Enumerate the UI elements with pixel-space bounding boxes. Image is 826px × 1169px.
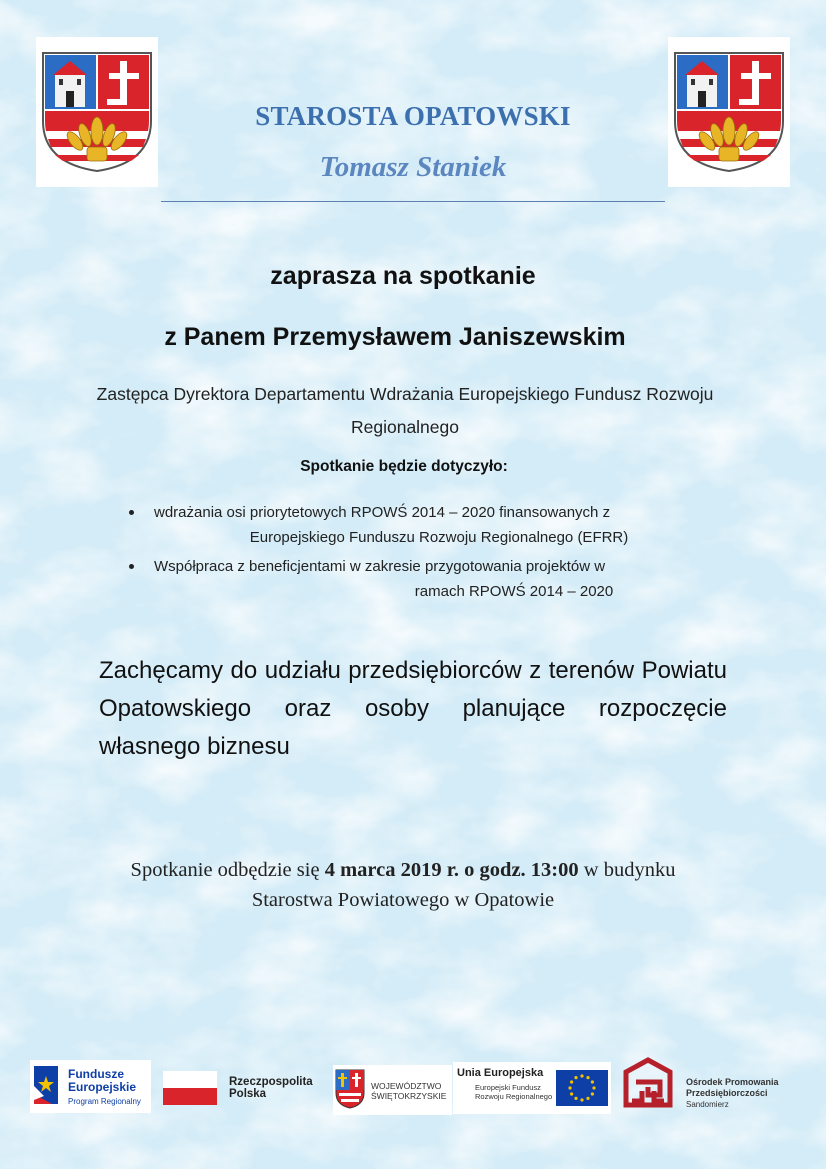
eu-flag-icon bbox=[556, 1070, 608, 1106]
invitation-line: zaprasza na spotkanie bbox=[270, 262, 536, 290]
rp-line2: Polska bbox=[229, 1088, 267, 1100]
rp-line1: Rzeczpospolita bbox=[229, 1076, 313, 1088]
crest-right bbox=[668, 37, 790, 187]
sw-line1: WOJEWÓDZTWO bbox=[371, 1081, 442, 1091]
voivodeship-crest-icon bbox=[335, 1069, 365, 1109]
guest-name: z Panem Przemysławem Janiszewskim bbox=[164, 323, 626, 351]
footer-logos bbox=[0, 1055, 826, 1125]
guest-role: Zastępca Dyrektora Departamentu Wdrażania Europejskiego Fundusz Rozwoju Regionalnego bbox=[96, 384, 714, 437]
coat-of-arms-icon bbox=[673, 51, 785, 173]
ue-line3: Rozwoju Regionalnego bbox=[475, 1092, 553, 1101]
fe-line3: Program Regionalny bbox=[68, 1097, 141, 1106]
event-details bbox=[0, 855, 806, 915]
event-suffix: w budynku bbox=[578, 859, 676, 881]
unia-europejska-logo bbox=[453, 1062, 611, 1114]
header-divider bbox=[161, 201, 665, 202]
topic-line: ramach RPOWŚ 2014 – 2020 bbox=[414, 583, 614, 600]
topics-list bbox=[124, 500, 724, 608]
topic-line: Współpraca z beneficjentami w zakresie przygotowania projektów w bbox=[154, 558, 606, 575]
topic-line: wdrażania osi priorytetowych RPOWŚ 2014 – 2020 finansowanych z bbox=[154, 504, 611, 521]
list-item bbox=[124, 500, 724, 550]
event-place: Starostwa Powiatowego w Opatowie bbox=[251, 889, 555, 911]
fundusze-europejskie-logo bbox=[30, 1060, 151, 1113]
fe-line1: Fundusze bbox=[68, 1067, 124, 1081]
bullet-icon bbox=[129, 564, 134, 569]
bullet-icon bbox=[129, 510, 134, 515]
topic-line: Europejskiego Funduszu Rozwoju Regionalnego (EFRR) bbox=[249, 529, 629, 546]
swietokrzyskie-logo bbox=[333, 1065, 452, 1115]
fe-star-icon bbox=[34, 1066, 66, 1108]
sw-line2: ŚWIĘTOKRZYSKIE bbox=[371, 1091, 447, 1101]
encouragement-text: Zachęcamy do udziału przedsiębiorców z terenów Powiatu Opatowskiego oraz osoby planujące rozpoczęcie własnego biznesu bbox=[99, 657, 727, 760]
event-prefix: Spotkanie odbędzie się bbox=[130, 859, 325, 881]
opp-sandomierz-logo bbox=[622, 1055, 792, 1117]
event-datetime: 4 marca 2019 r. o godz. 13:00 bbox=[324, 859, 579, 881]
opp-line2: Przedsiębiorczości bbox=[686, 1088, 768, 1098]
topics-heading: Spotkanie będzie dotyczyło: bbox=[300, 458, 508, 475]
list-item bbox=[124, 554, 724, 604]
polish-flag-icon bbox=[163, 1071, 217, 1105]
fe-line2: Europejskie bbox=[68, 1080, 137, 1094]
starosta-name: Tomasz Staniek bbox=[319, 151, 507, 183]
opp-line3: Sandomierz bbox=[686, 1100, 729, 1109]
ue-line1: Unia Europejska bbox=[457, 1067, 544, 1079]
page-title: STAROSTA OPATOWSKI bbox=[255, 101, 571, 131]
coat-of-arms-icon bbox=[41, 51, 153, 173]
opp-emblem-icon bbox=[622, 1057, 674, 1113]
opp-line1: Ośrodek Promowania bbox=[686, 1077, 779, 1087]
crest-left bbox=[36, 37, 158, 187]
rzeczpospolita-logo bbox=[229, 1076, 313, 1100]
ue-line2: Europejski Fundusz bbox=[475, 1083, 541, 1092]
